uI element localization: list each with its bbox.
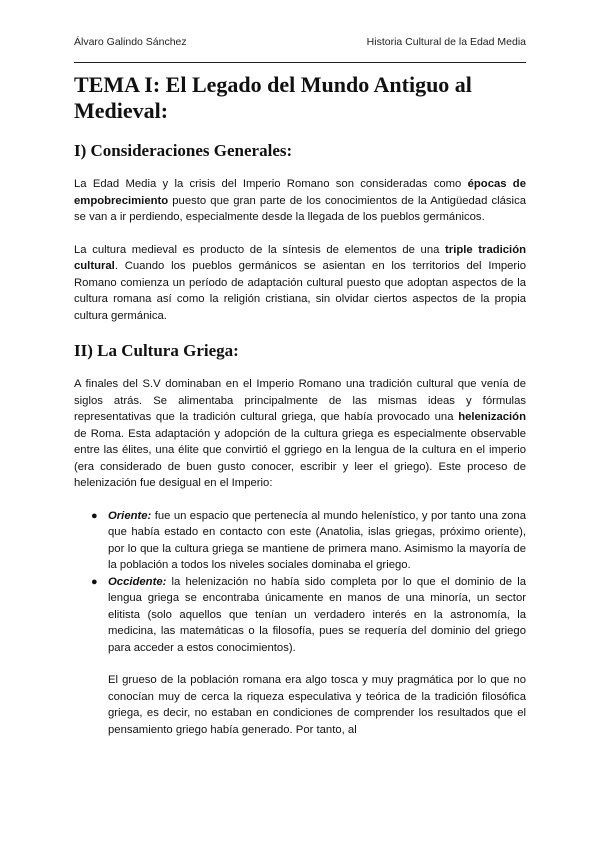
list-term: Oriente: [108,509,152,522]
paragraph-poblacion-romana: El grueso de la población romana era algo tosca y muy pragmática por lo que no conocían muy de cerca la riqueza especulativa y teórica de la tradición filosófica griega, es decir, no estaban en condiciones de comprender los resultados que el pensamiento griego había generado. Por tanto, al [108,674,526,736]
header-author: Álvaro Galindo Sánchez [74,36,187,48]
document-title: TEMA I: El Legado del Mundo Antiguo al Medieval: [74,72,472,123]
section-heading-greek: II) La Cultura Griega: [74,341,239,360]
document-body [74,72,526,754]
paragraph-helenizacion: A finales del S.V dominaban en el Imperio Romano una tradición cultural que venía de siglos atrás. Se alimentaba principalmente de las mismas ideas y fórmulas representativas que la tradición cultural griega, que había provocado una helenización de Roma. Esta adaptación y adopción de la cultura griega es especialmente observable entre las élites, una élite que convirtió el ggriego en la lengua de la cultura en el imperio (era considerado de buen gusto conocer, escribir y leer el griego). Este proceso de helenización fue desigual en el Imperio: [74,378,526,489]
bullet-icon: ● [91,575,98,588]
paragraph-empobrecimiento: La Edad Media y la crisis del Imperio Romano son consideradas como épocas de empobrecimiento puesto que gran parte de los conocimientos de la Antigüedad clásica se van a ir perdiendo, especialmente desde la llegada de los pueblos germánicos. [74,178,526,223]
header-rule [74,62,526,63]
section-heading-general: I) Consideraciones Generales: [74,141,293,160]
header-course: Historia Cultural de la Edad Media [366,36,526,48]
paragraph-triple-tradicion: La cultura medieval es producto de la síntesis de elementos de una triple tradición cultural. Cuando los pueblos germánicos se asientan en los territorios del Imperio Romano comienza un período de adaptación cultural puesto que adoptan aspectos de la cultura romana así como la religión cristiana, sin olvidar ciertos aspectos de la propia cultura germánica. [74,243,526,322]
bullet-icon: ● [91,509,98,522]
list-item-occidente: ● Occidente: la helenización no había sido completa por lo que el dominio de la lengua griega se encontraba únicamente en manos de una minoría, un sector elitista (solo aquellos que tenían un verdadero interés en la astronomía, la medicina, las matemáticas o la filosofía, pues se requería del dominio del griego para acceder a estos conocimientos). [91,575,526,654]
list-item-oriente: ● Oriente: fue un espacio que pertenecía al mundo helenístico, y por tanto una zona que había estado en contacto con este (Anatolia, islas griegas, próximo oriente), por lo que la cultura griega se mantiene de primera mano. Asimismo la mayoría de la población a todos los niveles sociales dominaba el griego. [91,509,526,571]
bold-term: helenización [458,411,526,423]
list-term: Occidente: [108,575,167,588]
bold-term: épocas de empobrecimiento [74,178,526,207]
bold-term: triple tradición cultural [74,243,526,272]
bullet-list [74,508,526,657]
